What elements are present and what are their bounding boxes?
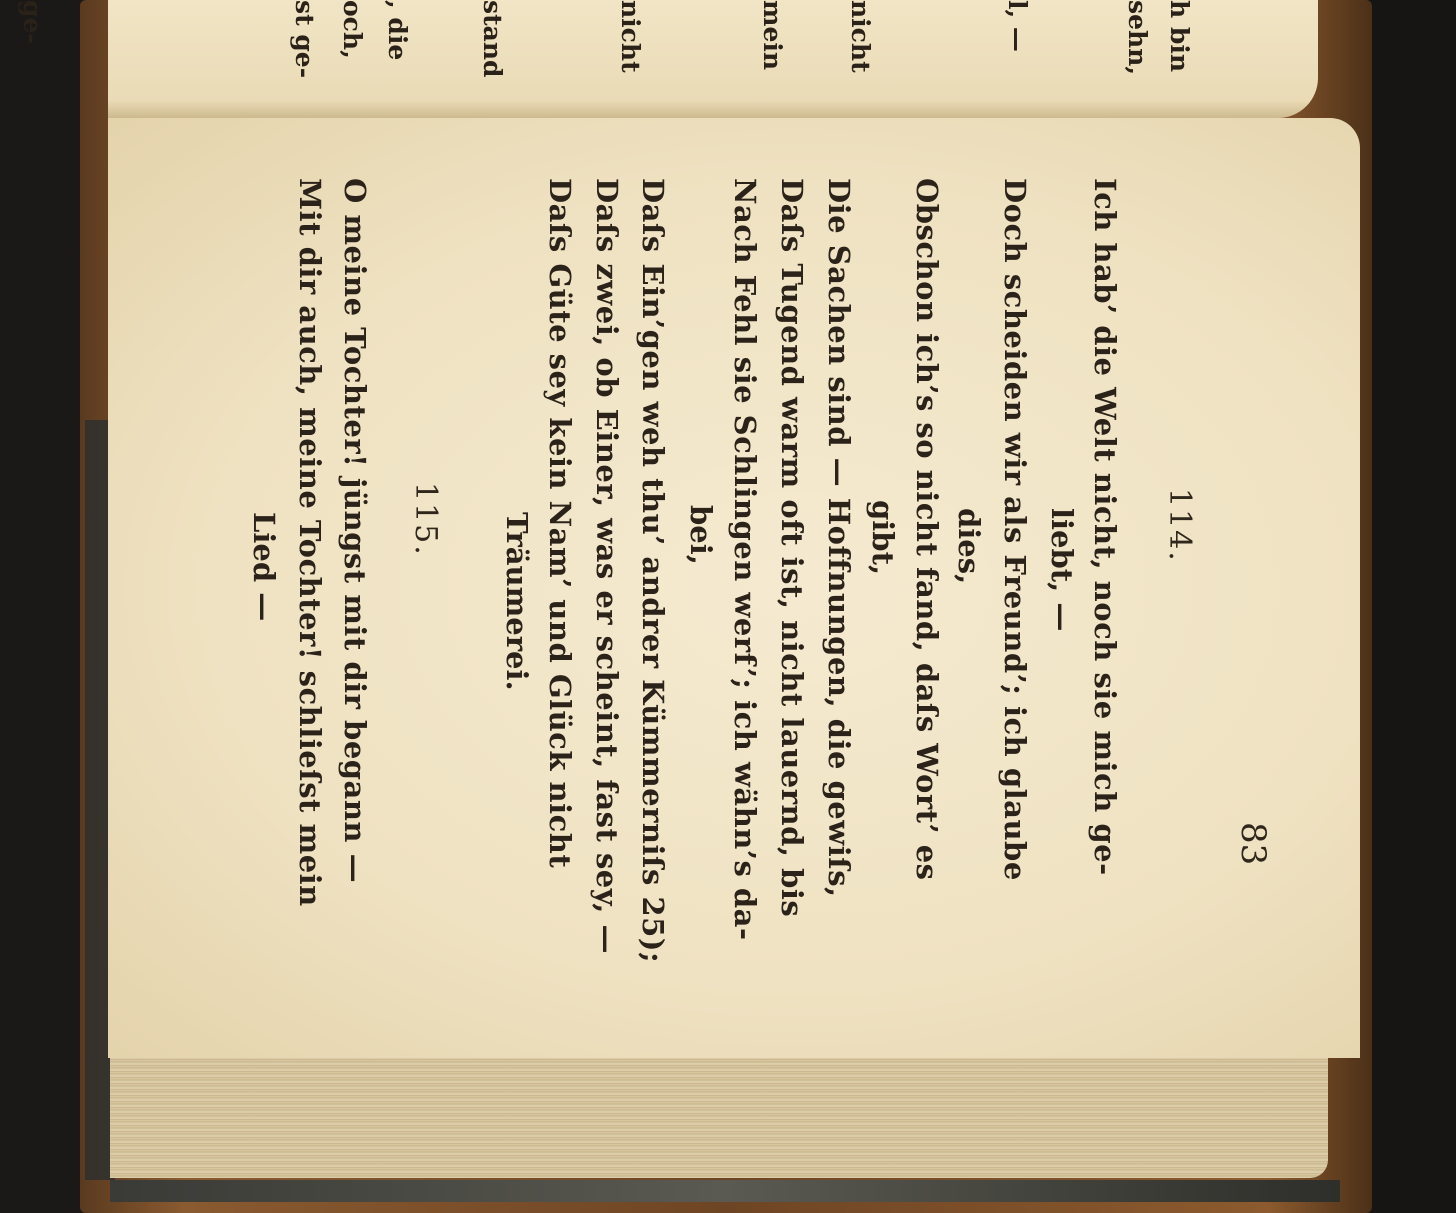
prev-line: mein (758, 0, 787, 71)
poem-line: Daſs zwei, ob Einer, was er scheint, fast sey, — (590, 178, 624, 955)
poem-line: Träumerei. (500, 512, 534, 691)
poem-line: Nach Fehl sie Schlingen werf’; ich wähn’s da- (728, 178, 762, 941)
table-background-right (1365, 0, 1456, 1213)
poem-line: gibt, (866, 500, 900, 576)
poem-line: Obschon ich’s so nicht fand, daſs Wort’ es (910, 178, 944, 881)
prev-line: och, (338, 0, 367, 59)
poem-line: liebt, — (1045, 508, 1079, 632)
poem-line: dies, (952, 508, 986, 585)
page-edges (110, 1048, 1328, 1178)
poem-number: 115. (408, 482, 443, 557)
prev-line: l, — (1003, 0, 1032, 52)
page-number: 83 (1233, 822, 1273, 866)
poem-line: Daſs Ein’gen weh thu’ andrer Kümmerniſs 25); (636, 178, 670, 964)
prev-line: sehn, (1123, 0, 1152, 76)
poem-line: bei, (684, 505, 718, 565)
prev-line: st ge- (290, 0, 319, 79)
prev-line: ge- (18, 0, 47, 44)
previous-page (18, 0, 1318, 118)
poem-line: Mit dir auch, meine Tochter! schlieſst mein (293, 178, 327, 907)
poem-number: 114. (1162, 488, 1197, 563)
poem-line: Doch scheiden wir als Freund’; ich glaube (998, 178, 1032, 881)
poem-line: Lied — (247, 512, 281, 622)
prev-line: stand (478, 0, 507, 78)
poem-line: Daſs Güte sey kein Nam’ und Glück nicht (543, 178, 577, 869)
poem-line: Die Sachen sind — Hoffnungen, die gewiſs, (822, 178, 856, 898)
prev-line: nicht (846, 0, 875, 73)
binding-strip (110, 1180, 1340, 1202)
poem-line: Ich hab’ die Welt nicht, noch sie mich ge- (1088, 178, 1122, 876)
prev-line: , die (383, 0, 412, 61)
poem-line: Daſs Tugend warm oft ist, nicht lauernd, bis (775, 178, 809, 918)
poem-line: O meine Tochter! jüngst mit dir begann — (338, 178, 372, 884)
prev-line: h bin (1165, 0, 1194, 73)
prev-line: nicht (616, 0, 645, 73)
